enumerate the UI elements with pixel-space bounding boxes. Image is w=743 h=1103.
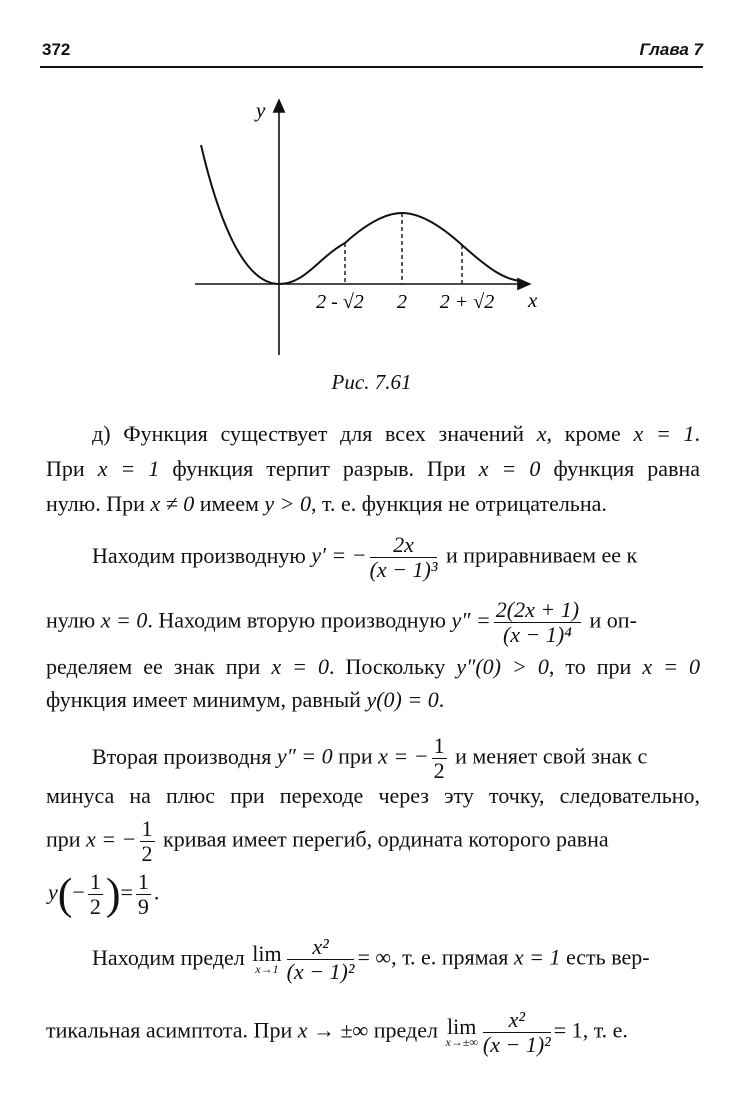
- paragraph-line: функция имеет минимум, равный y(0) = 0.: [46, 687, 445, 712]
- fraction: $\frac{\text{x²}}{\text{(x − 1)²}}$: [482, 1007, 551, 1057]
- chapter-title: Глава 7: [639, 40, 703, 59]
- fraction: $\frac{2(2x + 1)}{\text{(x − 1)⁴}}$: [495, 597, 580, 647]
- fraction: $\frac{1}{9}$: [137, 869, 149, 919]
- paragraph-line: При x = 1 функция терпит разрыв. При x = 0 функция равна: [46, 456, 700, 481]
- paragraph-line: нулю. При x ≠ 0 имеем y > 0, т. е. функция не отрицательна.: [46, 491, 607, 516]
- fraction: $\frac{1}{2}$: [141, 816, 153, 866]
- tick-label-middle: 2: [397, 291, 407, 313]
- paragraph-line: ределяем ее знак при x = 0. Поскольку y″(0) > 0, то при x = 0: [46, 654, 701, 679]
- fraction: $\frac{2x}{\text{(x − 1)³}}$: [369, 532, 438, 582]
- inflection-point-line: при x = − $\frac{1}{2}$ кривая имеет перегиб, ордината которого равна: [46, 816, 609, 866]
- horizontal-asymptote-line: тикальная асимптота. При x → ±∞ предел lim x→±∞ $\frac{\text{x²}}{\text{(x − 1)²}}$ = 1, т. е.: [46, 1007, 628, 1057]
- paragraph-line: д) Функция существует для всех значений x, кроме x = 1.: [92, 421, 701, 446]
- page-number: 372: [42, 40, 71, 59]
- x-axis-label: x: [528, 288, 538, 312]
- y-axis-label: y: [256, 98, 266, 122]
- tick-label-right: 2 + √2: [439, 291, 495, 313]
- fraction: $\frac{1}{2}$: [89, 869, 101, 919]
- fraction: $\frac{\text{x²}}{\text{(x − 1)²}}$: [286, 934, 355, 984]
- vertical-asymptote-line: Находим предел lim x→1 $\frac{\text{x²}}{\text{(x − 1)²}}$ = ∞, т. е. прямая x = 1 есть вер-: [92, 934, 650, 984]
- paragraph-line: минуса на плюс при переходе через эту точку, следовательно,: [46, 783, 700, 808]
- inflection-line: Вторая производня y″ = 0 при x = − $\frac{1}{2}$ и меняет свой знак с: [92, 733, 648, 783]
- second-derivative-line: нулю x = 0. Находим вторую производную y″ = $\frac{2(2x + 1)}{\text{(x − 1)⁴}}$ и оп-: [46, 597, 637, 647]
- function-graph: [0, 0, 743, 400]
- tick-label-left: 2 - √2: [316, 291, 364, 313]
- figure-caption: Рис. 7.61: [331, 370, 412, 394]
- ordinate-value: y(− $\frac{1}{2}$ )= $\frac{1}{9}$ .: [48, 869, 160, 919]
- fraction: $\frac{1}{2}$: [433, 733, 445, 783]
- function-curve: [201, 145, 522, 284]
- derivative-line: Находим производную y′ = − $\frac{2x}{\text{(x − 1)³}}$ и приравниваем ее к: [92, 532, 638, 582]
